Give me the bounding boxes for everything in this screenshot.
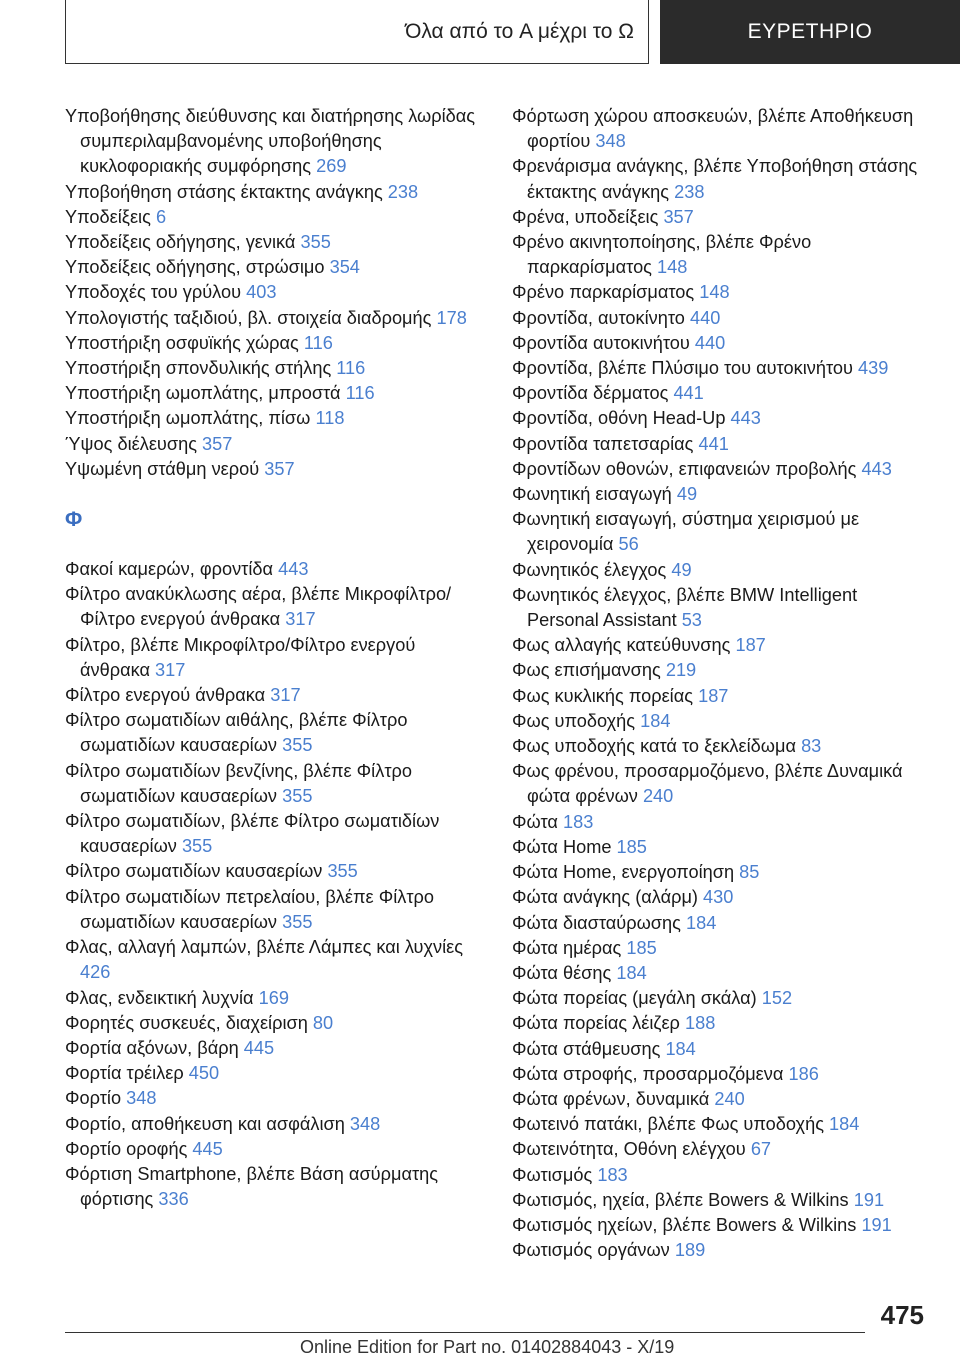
page-reference-link[interactable]: 49 — [671, 559, 692, 580]
page-reference-link[interactable]: 317 — [285, 609, 316, 630]
index-entry-term: Φώτα θέσης — [512, 962, 612, 983]
index-entry — [65, 683, 480, 708]
page-reference-link[interactable]: 238 — [674, 181, 705, 202]
index-entry-term: Υποστήριξη ωμοπλάτης, πίσω — [65, 408, 311, 429]
index-entry-term: Φώτα φρένων, δυναμικά — [512, 1088, 710, 1109]
page-reference-link[interactable]: 148 — [657, 257, 688, 278]
index-entry-term: Φλας, ενδεικτική λυχνία — [65, 987, 254, 1008]
page-reference-link[interactable]: 53 — [681, 610, 702, 631]
page-reference-link[interactable]: 357 — [663, 206, 694, 227]
index-column-right — [512, 104, 927, 1263]
page-reference-link[interactable]: 169 — [258, 987, 289, 1008]
page-reference-link[interactable]: 443 — [861, 458, 892, 479]
page-reference-link[interactable]: 240 — [642, 786, 674, 807]
index-entry-term: Φωνητική εισαγωγή — [512, 484, 672, 505]
index-entry-term: Υποδείξεις οδήγησης, στρώσιμο — [65, 257, 325, 278]
index-entry — [65, 1011, 480, 1036]
page-reference-link[interactable]: 191 — [861, 1214, 892, 1235]
index-entry-term: Φωνητική εισαγωγή, σύστημα χειρισμού με χειρονομία — [512, 509, 860, 555]
index-entry — [512, 482, 927, 507]
index-entry — [512, 658, 927, 683]
index-entry-term: Φρένο παρκαρίσματος — [512, 282, 695, 303]
index-entry — [65, 1086, 480, 1111]
page-reference-link[interactable]: 440 — [690, 307, 721, 328]
index-entry — [512, 306, 927, 331]
page-reference-link[interactable]: 403 — [246, 282, 277, 303]
page-reference-link[interactable]: 85 — [739, 862, 760, 883]
index-entry — [512, 280, 927, 305]
index-group-phi-continued — [512, 104, 927, 1263]
page-reference-link[interactable]: 441 — [698, 433, 729, 454]
index-entry-term: Φροντίδα, αυτοκίνητο — [512, 307, 685, 328]
index-entry-term: Φροντίδα αυτοκινήτου — [512, 332, 690, 353]
page-reference-link[interactable]: 443 — [730, 408, 761, 429]
page-reference-link[interactable]: 187 — [735, 635, 766, 656]
index-group-phi — [65, 557, 480, 1212]
index-entry-term: Φως φρένου, προσαρμοζόμενο, βλέπε Δυναμικά φώτα φρένων — [512, 761, 903, 807]
index-entry-term: Φροντίδα ταπετσαρίας — [512, 433, 694, 454]
page-reference-link[interactable]: 355 — [181, 836, 213, 857]
page-reference-link[interactable]: 183 — [562, 811, 594, 832]
index-entry-term: Φως υποδοχής κατά το ξεκλείδωμα — [512, 736, 796, 757]
index-entry-term: Φωτισμός ηχείων, βλέπε Bowers & Wilkins — [512, 1214, 857, 1235]
index-entry — [512, 583, 927, 633]
page-reference-link[interactable]: 240 — [714, 1088, 745, 1109]
index-entry-term: Υπολογιστής ταξιδιού, βλ. στοιχεία διαδρομής — [65, 307, 432, 328]
page-reference-link[interactable]: 355 — [300, 232, 331, 253]
page-reference-link[interactable]: 355 — [327, 861, 358, 882]
index-entry-term: Φορτίο — [65, 1088, 122, 1109]
index-entry-term: Φώτα πορείας (μεγάλη σκάλα) — [512, 988, 757, 1009]
index-entry — [512, 1062, 927, 1087]
index-entry-term: Φωτεινό πατάκι, βλέπε Φως υποδοχής — [512, 1114, 824, 1135]
index-entry-term: Φωτεινότητα, Οθόνη ελέγχου — [512, 1139, 746, 1160]
index-entry-term: Φροντίδα δέρματος — [512, 383, 669, 404]
page-reference-link[interactable]: 441 — [673, 383, 704, 404]
index-entry — [65, 255, 480, 280]
index-entry-term: Φρένο ακινητοποίησης, βλέπε Φρένο παρκαρίσματος — [512, 232, 812, 278]
index-entry — [512, 230, 927, 280]
index-entry — [512, 759, 927, 809]
index-entry-term: Φροντίδα, βλέπε Πλύσιμο του αυτοκινήτου — [512, 358, 853, 379]
index-entry-term: Φώτα στάθμευσης — [512, 1038, 661, 1059]
index-entry-term: Υποβοήθησης διεύθυνσης και διατήρησης λωρίδας συμπεριλαμβανομένης υποβοήθησης κυκλοφοριακής συμφόρησης — [65, 106, 476, 177]
index-entry — [65, 557, 480, 582]
page-reference-link[interactable]: 189 — [674, 1240, 706, 1261]
page-reference-link[interactable]: 80 — [312, 1012, 334, 1033]
page-reference-link[interactable]: 184 — [685, 912, 717, 933]
page-reference-link[interactable]: 184 — [640, 710, 671, 731]
index-entry-term: Φωνητικός έλεγχος, βλέπε BMW Intelligent Personal Assistant — [512, 584, 858, 631]
index-entry-term: Φρένα, υποδείξεις — [512, 206, 659, 227]
index-entry-term: Φίλτρο σωματιδίων καυσαερίων — [65, 861, 323, 882]
index-entry — [512, 684, 927, 709]
index-entry-term: Ύψος διέλευσης — [65, 433, 197, 454]
index-entry-term: Υποστήριξη ωμοπλάτης, μπροστά — [65, 383, 341, 404]
index-entry — [512, 1112, 927, 1137]
index-entry-term: Φόρτωση χώρου αποσκευών, βλέπε Αποθήκευση φορτίου — [512, 106, 914, 152]
index-entry-term: Φίλτρο σωματιδίων βενζίνης, βλέπε Φίλτρο σωματιδίων καυσαερίων — [65, 760, 412, 806]
index-entry — [65, 708, 480, 758]
index-entry-term: Φροντίδα, οθόνη Head-Up — [512, 408, 726, 429]
page-reference-link[interactable]: 184 — [616, 962, 647, 983]
index-entry-term: Φώτα πορείας λέιζερ — [512, 1013, 680, 1034]
page-reference-link[interactable]: 219 — [665, 660, 697, 681]
index-entry — [512, 558, 927, 583]
index-entry — [512, 331, 927, 356]
page-reference-link[interactable]: 348 — [126, 1088, 157, 1109]
index-entry-term: Φροντίδων οθονών, επιφανειών προβολής — [512, 458, 857, 479]
page-reference-link[interactable]: 354 — [329, 257, 360, 278]
index-entry-term: Φακοί καμερών, φροντίδα — [65, 559, 274, 580]
index-entry — [65, 1112, 480, 1137]
index-entry-term: Φώτα διασταύρωσης — [512, 912, 681, 933]
index-entry — [512, 432, 927, 457]
index-entry — [65, 809, 480, 859]
page-reference-link[interactable]: 187 — [698, 685, 729, 706]
index-entry — [65, 331, 480, 356]
index-entry — [65, 381, 480, 406]
footer-edition-note: Online Edition for Part no. 01402884043 - X/19 — [300, 1337, 675, 1357]
index-entry — [65, 1162, 480, 1212]
page-reference-link[interactable]: 191 — [853, 1189, 885, 1210]
page-reference-link[interactable]: 49 — [676, 484, 698, 505]
index-entry — [512, 1087, 927, 1112]
index-entry-term: Φως υποδοχής — [512, 710, 636, 731]
page-reference-link[interactable]: 445 — [243, 1037, 275, 1058]
page-reference-link[interactable]: 185 — [616, 836, 647, 857]
page-reference-link[interactable]: 269 — [316, 156, 347, 177]
page-reference-link[interactable]: 445 — [192, 1138, 223, 1159]
index-entry-term: Φορτίο, αποθήκευση και ασφάλιση — [65, 1113, 345, 1134]
page-reference-link[interactable]: 152 — [761, 988, 793, 1009]
index-entry-term: Φώτα — [512, 811, 558, 832]
index-entry — [512, 154, 927, 204]
index-entry — [65, 935, 480, 985]
index-entry-term: Υποδείξεις — [65, 206, 151, 227]
index-entry — [512, 936, 927, 961]
page-reference-link[interactable]: 188 — [684, 1013, 716, 1034]
index-entry — [512, 1011, 927, 1036]
page-reference-link[interactable]: 450 — [188, 1063, 220, 1084]
index-entry — [512, 835, 927, 860]
index-entry-term: Φώτα Home, ενεργοποίηση — [512, 862, 735, 883]
index-entry — [512, 860, 927, 885]
page-reference-link[interactable]: 336 — [158, 1189, 189, 1210]
index-entry-term: Φορτία αξόνων, βάρη — [65, 1037, 239, 1058]
index-entry — [65, 759, 480, 809]
index-entry — [512, 1037, 927, 1062]
index-entry-term: Υποδείξεις οδήγησης, γενικά — [65, 232, 296, 253]
index-entry — [512, 406, 927, 431]
index-entry-term: Φόρτιση Smartphone, βλέπε Βάση ασύρματης φόρτισης — [65, 1163, 439, 1210]
index-entry-term: Φωνητικός έλεγχος — [512, 559, 667, 580]
letter-heading-phi: Φ — [65, 508, 83, 532]
index-entry-term: Φώτα Home — [512, 836, 612, 857]
index-entry — [512, 1163, 927, 1188]
footer-divider — [65, 1332, 865, 1333]
page-reference-link[interactable]: 317 — [270, 685, 301, 706]
page-reference-link[interactable]: 357 — [202, 433, 233, 454]
index-entry — [65, 205, 480, 230]
page-reference-link[interactable]: 186 — [788, 1063, 819, 1084]
page-reference-link[interactable]: 116 — [303, 332, 333, 353]
index-entry-term: Φως επισήμανσης — [512, 660, 661, 681]
index-entry-term: Φίλτρο σωματιδίων πετρελαίου, βλέπε Φίλτρο σωματιδίων καυσαερίων — [65, 886, 434, 932]
index-entry — [65, 859, 480, 884]
page-reference-link[interactable]: 6 — [155, 206, 167, 227]
index-entry — [512, 356, 927, 381]
index-entry-term: Φίλτρο σωματιδίων, βλέπε Φίλτρο σωματιδίων καυσαερίων — [65, 811, 440, 857]
index-entry — [65, 1036, 480, 1061]
page-reference-link[interactable]: 178 — [436, 307, 467, 328]
index-entry — [512, 104, 927, 154]
index-entry-term: Υποστήριξη σπονδυλικής στήλης — [65, 358, 332, 379]
index-entry-term: Φωτισμός οργάνων — [512, 1240, 670, 1261]
page-reference-link[interactable]: 116 — [336, 358, 366, 379]
page-reference-link[interactable]: 184 — [829, 1114, 860, 1135]
index-entry — [65, 280, 480, 305]
index-entry — [512, 205, 927, 230]
page-reference-link[interactable]: 426 — [80, 962, 111, 983]
page-reference-link[interactable]: 355 — [282, 911, 313, 932]
section-header-tab — [65, 0, 649, 64]
page-reference-link[interactable]: 67 — [750, 1139, 772, 1160]
page-reference-link[interactable]: 116 — [345, 383, 375, 404]
index-entry-term: Φορητές συσκευές, διαχείριση — [65, 1012, 308, 1033]
index-entry-term: Φως κυκλικής πορείας — [512, 685, 694, 706]
page-reference-link[interactable]: 348 — [595, 131, 626, 152]
index-entry-term: Φωτισμός, ηχεία, βλέπε Bowers & Wilkins — [512, 1189, 849, 1210]
index-title: ΕΥΡΕΤΗΡΙΟ — [747, 20, 873, 43]
index-entry — [65, 986, 480, 1011]
page-reference-link[interactable]: 56 — [618, 534, 639, 555]
index-entry — [65, 230, 480, 255]
index-entry — [512, 961, 927, 986]
index-entry — [512, 1137, 927, 1162]
index-entry-term: Υποβοήθηση στάσης έκτακτης ανάγκης — [65, 181, 383, 202]
index-entry — [65, 885, 480, 935]
index-entry-term: Φορτία τρέιλερ — [65, 1063, 184, 1084]
page-reference-link[interactable]: 443 — [278, 559, 309, 580]
index-entry — [512, 810, 927, 835]
page-reference-link[interactable]: 238 — [387, 181, 419, 202]
page-reference-link[interactable]: 430 — [703, 887, 734, 908]
index-entry-term: Φώτα ημέρας — [512, 937, 622, 958]
page-reference-link[interactable]: 317 — [155, 659, 186, 680]
page-reference-link[interactable]: 355 — [282, 785, 313, 806]
index-entry — [512, 709, 927, 734]
index-entry — [65, 356, 480, 381]
index-entry — [65, 432, 480, 457]
index-entry — [65, 582, 480, 632]
page-reference-link[interactable]: 184 — [665, 1038, 696, 1059]
index-entry-term: Υποδοχές του γρύλου — [65, 282, 242, 303]
index-entry — [512, 1188, 927, 1213]
index-entry-term: Υψωμένη στάθμη νερού — [65, 458, 260, 479]
index-entry — [65, 104, 480, 180]
page-reference-link[interactable]: 118 — [315, 408, 345, 429]
page-reference-link[interactable]: 183 — [597, 1164, 628, 1185]
index-entry-term: Φως αλλαγής κατεύθυνσης — [512, 635, 731, 656]
index-entry — [65, 1061, 480, 1086]
index-entry-term: Φίλτρο ενεργού άνθρακα — [65, 685, 266, 706]
page-reference-link[interactable]: 83 — [801, 736, 822, 757]
index-entry-term: Φωτισμός — [512, 1164, 593, 1185]
page-number: 475 — [880, 1300, 924, 1330]
index-entry — [512, 633, 927, 658]
index-entry — [512, 457, 927, 482]
page-reference-link[interactable]: 348 — [349, 1113, 381, 1134]
index-entry-term: Υποστήριξη οσφυϊκής χώρας — [65, 332, 299, 353]
index-entry-term: Φρενάρισμα ανάγκης, βλέπε Υποβοήθηση στάσης έκτακτης ανάγκης — [512, 156, 918, 202]
section-title: Όλα από το A μέχρι το Ω — [405, 19, 634, 43]
index-entry — [65, 633, 480, 683]
index-entry — [512, 885, 927, 910]
page-reference-link[interactable]: 440 — [694, 332, 726, 353]
index-entry-term: Φίλτρο σωματιδίων αιθάλης, βλέπε Φίλτρο σωματιδίων καυσαερίων — [65, 710, 408, 756]
index-entry — [512, 734, 927, 759]
index-entry — [65, 406, 480, 431]
index-entry — [512, 1238, 927, 1263]
index-entry — [512, 986, 927, 1011]
index-column-left — [65, 104, 480, 1212]
page-reference-link[interactable]: 185 — [626, 937, 657, 958]
page-reference-link[interactable]: 357 — [264, 458, 295, 479]
index-entry-term: Φώτα ανάγκης (αλάρμ) — [512, 887, 698, 908]
index-entry — [65, 306, 480, 331]
index-entry-term: Φορτίο οροφής — [65, 1138, 188, 1159]
index-group-upsilon — [65, 104, 480, 482]
index-entry — [512, 1213, 927, 1238]
index-entry — [65, 457, 480, 482]
page-reference-link[interactable]: 148 — [699, 282, 730, 303]
index-entry-term: Φλας, αλλαγή λαμπών, βλέπε Λάμπες και λυχνίες — [65, 937, 464, 958]
page-reference-link[interactable]: 439 — [858, 358, 889, 379]
index-header-tab[interactable] — [660, 0, 960, 64]
index-entry — [65, 180, 480, 205]
index-entry-term: Φίλτρο ανακύκλωσης αέρα, βλέπε Μικροφίλτρο/Φίλτρο ενεργού άνθρακα — [65, 584, 452, 630]
index-entry — [512, 381, 927, 406]
page-reference-link[interactable]: 355 — [282, 735, 313, 756]
index-entry — [512, 911, 927, 936]
index-entry — [512, 507, 927, 557]
index-entry — [65, 1137, 480, 1162]
index-entry-term: Φώτα στροφής, προσαρμοζόμενα — [512, 1063, 784, 1084]
index-entry-term: Φίλτρο, βλέπε Μικροφίλτρο/Φίλτρο ενεργού άνθρακα — [65, 634, 416, 680]
